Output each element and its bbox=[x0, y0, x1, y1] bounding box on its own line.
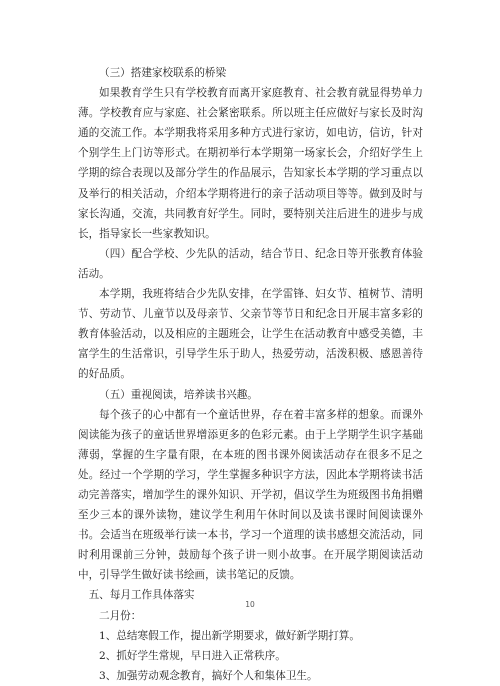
page-number: 10 bbox=[245, 600, 255, 609]
month-label: 二月份： bbox=[99, 609, 142, 622]
paragraph-reading: 每个孩子的心中都有一个童话世界，存在着丰富多样的想象。而课外阅读能为孩子的童话世界增添更多的色彩元素。由于上学期学生识字基础薄弱，掌握的生字量有限，在本班的图书课外阅读活动存在很多不足之处。经过一个学期的学习，学生掌握多种识字方法，因此本学期将读书活动完善落实，增加学生的课外知识、开学初，倡议学生为班级图书角捐赠至少三本的课外读物，建议学生利用午休时间以及读书课时间阅读课外书。会适当在班级举行读一本书，学习一个道理的读书感想交流活动，同时利用课前三分钟，鼓励每个孩子讲一则小故事。在开展学期阅读活动中，引导学生做好读书绘画，读书笔记的反馈。 bbox=[78, 408, 423, 582]
section-heading-monthly: 五、每月工作具体落实 bbox=[88, 589, 195, 602]
subsection-heading-4: （四）配合学校、少先队的活动，结合节日、纪念日等开张教育体验活动。 bbox=[78, 247, 423, 280]
document-body bbox=[78, 63, 423, 686]
subsection-heading-3: （三）搭建家校联系的桥梁 bbox=[99, 67, 227, 79]
paragraph-activities: 本学期，我班将结合少先队安排，在学雷锋、妇女节、植树节、清明节、劳动节、儿童节以及母亲节、父亲节等节日和纪念日开展丰富多彩的教育体验活动，以及相应的主题班会，让学生在活动教育中感受美德，丰富学生的生活常识，引导学生乐于助人，热爱劳动，活泼积极、感恩善待的好品质。 bbox=[78, 288, 423, 381]
list-item: 2、抓好学生常规，早日进入正常秩序。 bbox=[99, 649, 286, 662]
paragraph-home-school: 如果教育学生只有学校教育而离开家庭教育、社会教育就显得势单力薄。学校教育应与家庭、社会紧密联系。所以班主任应做好与家长及时沟通的交流工作。本学期我将采用多种方式进行家访，如电访，信访，针对个别学生上门访等形式。在期初举行本学期第一场家长会，介绍好学生上学期的综合表现以及部分学生的作品展示，告知家长本学期的学习重点以及举行的相关活动，介绍本学期将进行的亲子活动项目等等。做到及时与家长沟通，交流，共同教育好学生。同时，要特别关注后进生的进步与成长，指导家长一些家教知识。 bbox=[78, 87, 423, 240]
list-item: 3、加强劳动观念教育，搞好个人和集体卫生。 bbox=[99, 669, 318, 682]
subsection-heading-5: （五）重视阅读，培养读书兴趣。 bbox=[99, 388, 258, 401]
list-item: 1、总结寒假工作，提出新学期要求，做好新学期打算。 bbox=[99, 629, 360, 642]
